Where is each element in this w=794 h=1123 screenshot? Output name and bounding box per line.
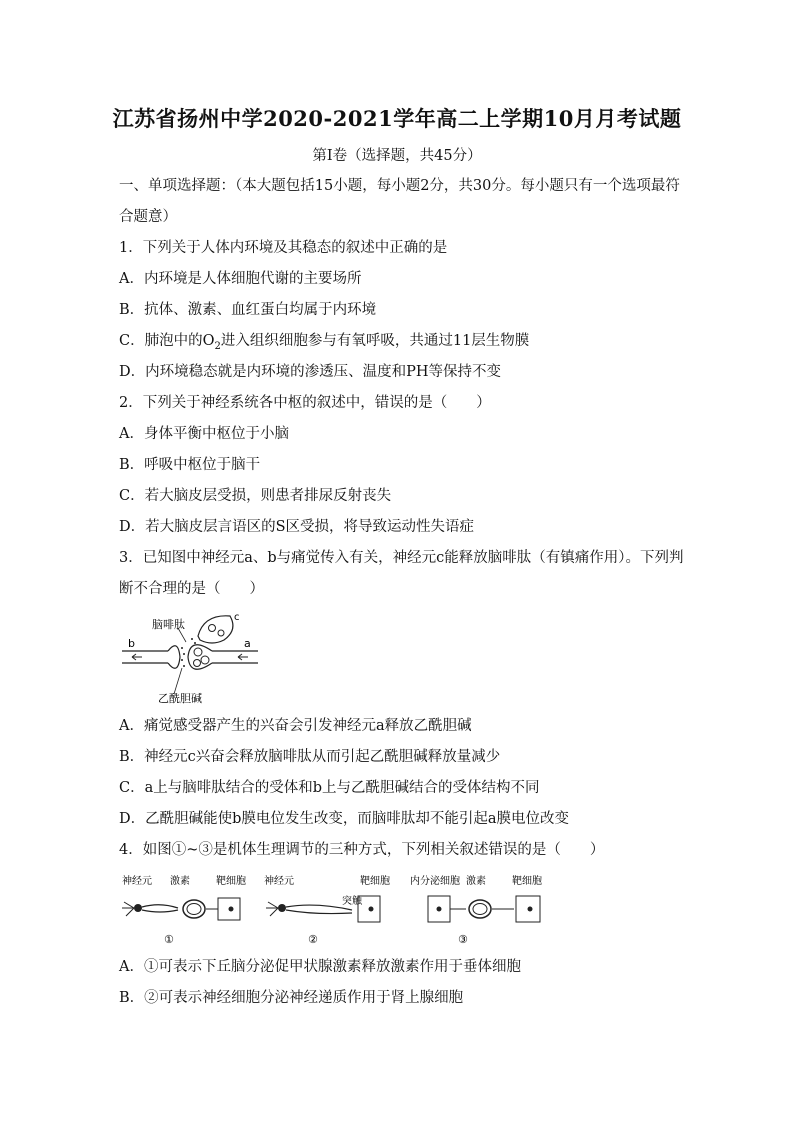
page-title: 江苏省扬州中学2020-2021学年高二上学期10月月考试题 (112, 106, 682, 131)
q3-option-b: B．神经元c兴奋会释放脑啡肽从而引起乙酰胆碱释放量减少 (119, 749, 501, 765)
q4-p1-target: 靶细胞 (216, 876, 246, 887)
q4-p2-synapse: 突触 (342, 896, 362, 907)
q4-panel-1 (122, 874, 246, 946)
q3-stem-line-2: 断不合理的是（ ） (119, 581, 264, 597)
q3-label-a: a (244, 637, 251, 650)
q1-option-c-post: 进入组织细胞参与有氧呼吸，共通过11层生物膜 (220, 333, 530, 349)
q4-regulation-figure (120, 872, 550, 947)
q3-label-acetylcholine: 乙酰胆碱 (158, 692, 202, 705)
q4-stem: 4．如图①~③是机体生理调节的三种方式，下列相关叙述错误的是（ ） (119, 842, 605, 858)
q1-option-d: D．内环境稳态就是内环境的渗透压、温度和PH等保持不变 (119, 364, 502, 380)
q2-option-c: C．若大脑皮层受损，则患者排尿反射丧失 (119, 488, 392, 504)
q1-option-a: A．内环境是人体细胞代谢的主要场所 (119, 271, 362, 287)
q4-p1-hormone: 激素 (170, 876, 190, 887)
q3-option-d: D．乙酰胆碱能使b膜电位发生改变，而脑啡肽却不能引起a膜电位改变 (119, 811, 570, 827)
q1-option-c (119, 331, 684, 357)
q1-option-c-pre: C．肺泡中的O (119, 333, 215, 349)
q4-option-a: A．①可表示下丘脑分泌促甲状腺激素释放激素作用于垂体细胞 (119, 959, 521, 975)
q4-panel-3 (410, 874, 542, 946)
q4-option-b: B．②可表示神经细胞分泌神经递质作用于肾上腺细胞 (119, 990, 464, 1006)
q4-panel-2 (264, 874, 390, 946)
page-subtitle: 第Ⅰ卷（选择题，共45分） (312, 148, 482, 164)
q3-label-enkephalin: 脑啡肽 (152, 618, 185, 631)
q3-synapse-figure (120, 608, 260, 706)
q4-p3-endocrine: 内分泌细胞 (410, 876, 460, 887)
q1-option-c-sub: 2 (214, 340, 221, 352)
section-intro-line-1: 一、单项选择题：（本大题包括15小题，每小题2分，共30分。每小题只有一个选项最符 (119, 178, 680, 194)
q2-stem: 2．下列关于神经系统各中枢的叙述中，错误的是（ ） (119, 395, 491, 411)
q4-p2-target: 靶细胞 (360, 876, 390, 887)
q3-option-a: A．痛觉感受器产生的兴奋会引发神经元a释放乙酰胆碱 (119, 718, 472, 734)
q4-p1-neuron: 神经元 (122, 876, 152, 887)
section-intro-line-2: 合题意） (119, 209, 177, 225)
q4-p2-neuron: 神经元 (264, 876, 294, 887)
q1-option-b: B．抗体、激素、血红蛋白均属于内环境 (119, 302, 377, 318)
q1-stem: 1．下列关于人体内环境及其稳态的叙述中正确的是 (119, 240, 448, 256)
q4-p2-num: ② (308, 933, 318, 946)
q3-stem-line-1: 3．已知图中神经元a、b与痛觉传入有关，神经元c能释放脑啡肽（有镇痛作用）。下列判 (119, 550, 684, 566)
q4-p3-target: 靶细胞 (512, 876, 542, 887)
q4-p3-num: ③ (458, 933, 468, 946)
q4-p1-num: ① (164, 933, 174, 946)
q3-option-c: C．a上与脑啡肽结合的受体和b上与乙酰胆碱结合的受体结构不同 (119, 780, 540, 796)
q3-label-c: c (234, 612, 240, 623)
q2-option-b: B．呼吸中枢位于脑干 (119, 457, 261, 473)
q4-p3-hormone: 激素 (466, 876, 486, 887)
q2-option-a: A．身体平衡中枢位于小脑 (119, 426, 289, 442)
q3-label-b: b (128, 637, 135, 650)
q2-option-d: D．若大脑皮层言语区的S区受损，将导致运动性失语症 (119, 519, 475, 535)
